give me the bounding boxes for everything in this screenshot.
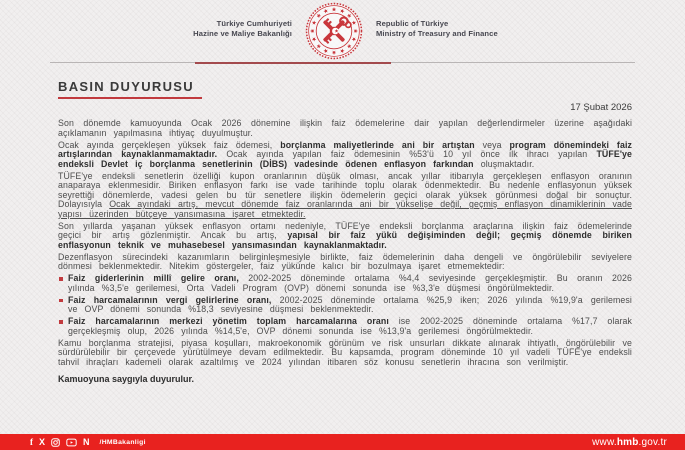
ministry-name-tr-line2: Hazine ve Maliye Bakanlığı	[193, 28, 292, 38]
footer-bar	[0, 434, 685, 450]
header-divider-red-segment	[195, 62, 391, 64]
page-title: BASIN DUYURUSU	[58, 79, 202, 99]
paragraph: Son dönemde kamuoyunda Ocak 2026 dönemine ilişkin faiz ödemelerine dair yapılan değerlendirmeler üzerine aşağıdaki açıklamanın yapılmasına ihtiyaç duyulmuştur.	[58, 118, 632, 138]
bullet-item: Faiz harcamalarının vergi gelirlerine oranı, 2002-2025 döneminde ortalama %25,9 iken; 2026 yılında %19,9'a gerilemesi ve OVP dönemi sonunda %18,3 seviyesine düşmesi beklenmektedir.	[58, 296, 632, 315]
indicator-list	[58, 274, 632, 336]
instagram-icon[interactable]	[51, 438, 60, 447]
paragraph: Kamu borçlanma stratejisi, piyasa koşulları, makroekonomik görünüm ve risk unsurları dikkate alınarak ihtiyatlı, öngörülebilir ve sürdürülebilir bir çerçevede yürütülmeye devam edilmektedir. Bu kapsamda, program döneminde 10 yıl vadeli TÜFE'ye endeksli tahvil ihraçları kademeli olarak azaltılmış ve 2024 yılından itibaren söz konusu senetlerin ihracına son verilmiştir.	[58, 337, 632, 367]
document-date: 17 Şubat 2026	[570, 102, 632, 113]
bullet-item: Faiz harcamalarının merkezi yönetim toplam harcamalarına oranı ise 2002-2025 döneminde ortalama %17,7 olarak gerçekleşmiş olup, 2026 yılında %14,5'e, OVP dönemi sonunda ise %13,9'a gerilemesi öngörülmektedir.	[58, 317, 632, 336]
ministry-name-turkish	[193, 19, 292, 38]
closing-statement: Kamuoyuna saygıyla duyurulur.	[58, 374, 195, 384]
social-icons	[30, 438, 146, 447]
website-link[interactable]: www.hmb.gov.tr	[592, 436, 667, 448]
bullet-item: Faiz giderlerinin millî gelire oranı, 2002-2025 döneminde ortalama %4,4 seviyesinde gerçekleşmiştir. Bu oranın 2026 yılında %3,5'e gerilemesi, Orta Vadeli Program (OVP) dönemi sonunda ise %3,3'e düşmesi öngörülmektedir.	[58, 274, 632, 293]
paragraphs	[58, 119, 632, 384]
social-handle[interactable]: /HMBakanligi	[99, 438, 146, 446]
header-divider	[50, 62, 635, 63]
facebook-icon[interactable]: f	[30, 436, 33, 447]
ministry-seal-icon	[305, 2, 363, 60]
ministry-name-tr-line1: Türkiye Cumhuriyeti	[216, 19, 292, 28]
paragraph: Son yıllarda yaşanan yüksek enflasyon ortamı nedeniyle, TÜFE'ye endeksli borçlanma araçlarına ilişkin faiz ödemelerinde geçici bir artış gözlenmiştir. Ancak bu artış, yapısal bir faiz yükü değişiminden değil; geçmiş dönemde biriken enflasyonun teknik ve muhasebesel yansımasından kaynaklanmaktadır.	[58, 220, 633, 250]
ministry-name-english	[376, 19, 498, 38]
x-icon[interactable]: X	[39, 436, 46, 447]
ministry-name-en-line1: Republic of Türkiye	[376, 19, 449, 28]
nsosyal-icon[interactable]: N	[83, 436, 90, 447]
tv-icon[interactable]	[66, 438, 77, 447]
paragraph: Dezenflasyon sürecindeki kazanımların belirginleşmesiyle birlikte, faiz ödemelerinin daha dengeli ve öngörülebilir seviyelere dönmesi beklenmektedir. Nitekim göstergeler, faiz yükünde kalıcı bir bozulmaya işaret etmemektedir:	[58, 251, 632, 271]
paragraph: Ocak ayında gerçekleşen yüksek faiz ödemesi, borçlanma maliyetlerinde ani bir artıştan veya program dönemindeki faiz artışlarından kaynaklanmamaktadır. Ocak ayında yapılan faiz ödemesinin %53'ü 10 yıl önce ilk ihracı yapılan TÜFE'ye endeksli Devlet iç borçlanma senetlerinin (DİBS) vadesinde ödenen enflasyon farkından oluşmaktadır.	[58, 139, 632, 169]
press-release-body	[58, 78, 632, 384]
paragraph: TÜFE'ye endeksli senetlerin özelliği kupon oranlarının düşük olması, ancak yıllar itibarıyla gerçekleşen enflasyon oranının anaparaya eklenmesidir. Biriken enflasyon farkı ise vade tarihinde toplu olarak ödenmektedir. Bu nedenle enflasyonun yüksek seyrettiği dönemlerde, vadesi gelen bu tür senetlere ilişkin ödemelerin geçici olarak yüksek görünmesi doğal bir sonuçtur. Dolayısıyla Ocak ayındaki artış, mevcut dönemde faiz oranlarında ani bir yükselişe değil, geçmiş enflasyon dinamiklerinin vade yapısı üzerinden bütçeye yansımasına işaret etmektedir.	[58, 170, 632, 219]
ministry-name-en-line2: Ministry of Treasury and Finance	[376, 28, 498, 38]
